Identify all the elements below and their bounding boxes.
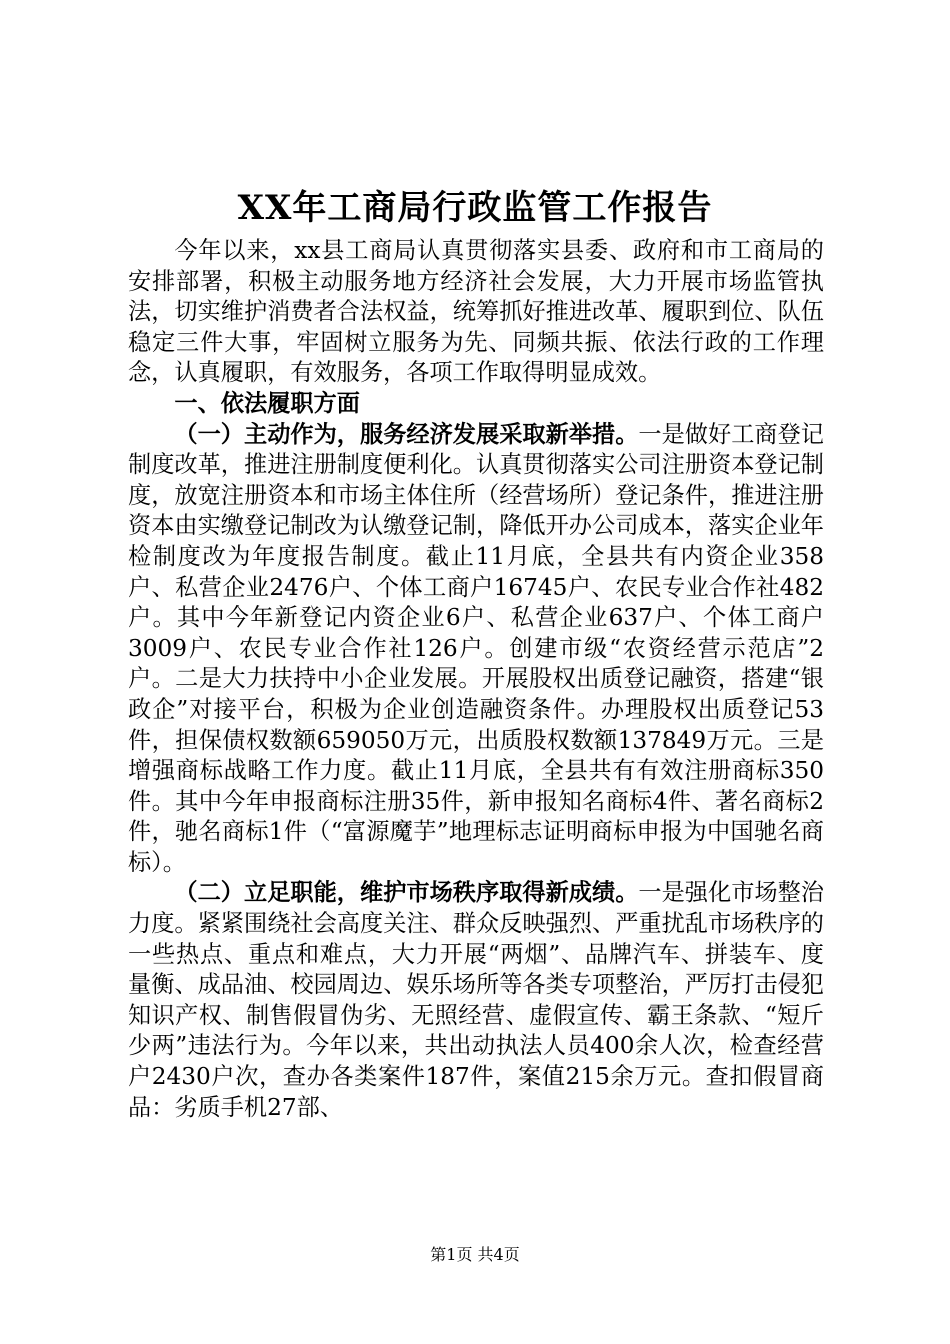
- page-footer: 第1页 共4页: [430, 1245, 520, 1264]
- document-title: XX年工商局行政监管工作报告: [237, 188, 713, 228]
- paragraph-1-lead: （一）主动作为，服务经济发展采取新举措。: [174, 420, 639, 448]
- section-heading: 一、依法履职方面: [174, 389, 360, 417]
- paragraph-2: [128, 878, 824, 1123]
- document-body: [128, 236, 824, 1123]
- paragraph-1-body: 一是做好工商登记制度改革，推进注册制度便利化。认真贯彻落实公司注册资本登记制度，放宽注册资本和市场主体住所（经营场所）登记条件，推进注册资本由实缴登记制改为认缴登记制，降低开办公司成本，落实企业年检制度改为年度报告制度。截止11月底，全县共有内资企业358户、私营企业2476户、个体工商户16745户、农民专业合作社482户。其中今年新登记内资企业6户、私营企业637户、个体工商户3009户、农民专业合作社126户。创建市级“农资经营示范店”2户。二是大力扶持中小企业发展。开展股权出质登记融资，搭建“银政企”对接平台，积极为企业创造融资条件。办理股权出质登记53件，担保债权数额659050万元，出质股权数额137849万元。三是增强商标战略工作力度。截止11月底，全县共有有效注册商标350件。其中今年申报商标注册35件，新申报知名商标4件、著名商标2件，驰名商标1件（“富源魔芋”地理标志证明商标申报为中国驰名商标）。: [128, 420, 824, 876]
- paragraph-1: [128, 420, 824, 879]
- paragraph-2-lead: （二）立足职能，维护市场秩序取得新成绩。: [174, 879, 639, 907]
- intro-paragraph: 今年以来，xx县工商局认真贯彻落实县委、政府和市工商局的安排部署，积极主动服务地方经济社会发展，大力开展市场监管执法，切实维护消费者合法权益，统筹抓好推进改革、履职到位、队伍稳定三件大事，牢固树立服务为先、同频共振、依法行政的工作理念，认真履职，有效服务，各项工作取得明显成效。: [128, 237, 824, 387]
- paragraph-2-body: 一是强化市场整治力度。紧紧围绕社会高度关注、群众反映强烈、严重扰乱市场秩序的一些热点、重点和难点，大力开展“两烟”、品牌汽车、拼装车、度量衡、成品油、校园周边、娱乐场所等各类专项整治，严厉打击侵犯知识产权、制售假冒伪劣、无照经营、虚假宣传、霸王条款、“短斤少两”违法行为。今年以来，共出动执法人员400余人次，检查经营户2430户次，查办各类案件187件，案值215余万元。查扣假冒商品：劣质手机27部、: [128, 879, 824, 1121]
